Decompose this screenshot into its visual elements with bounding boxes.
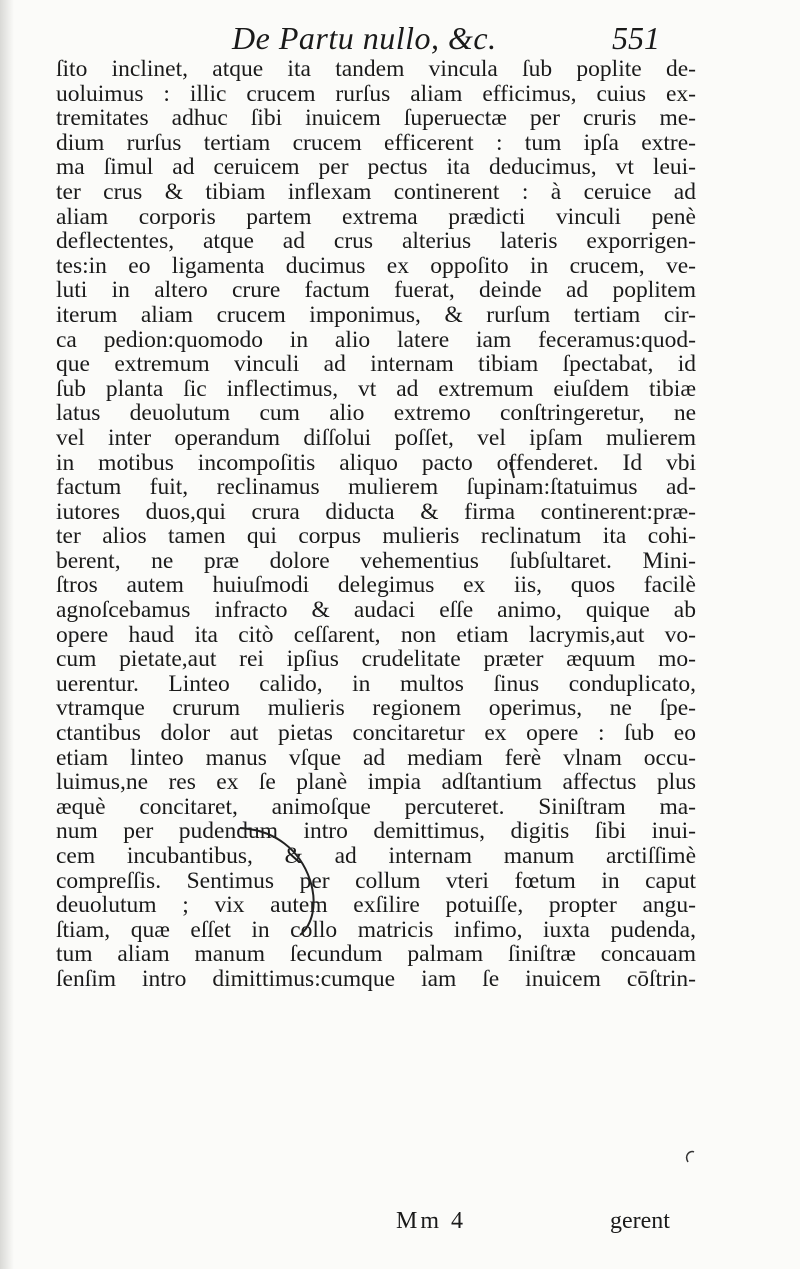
- text-line: iterum aliam crucem imponimus, & rurſum tertiam cir-: [56, 301, 696, 328]
- text-line: deflectentes, atque ad crus alterius lateris exporrigen-: [56, 228, 696, 255]
- text-line: ſtros autem huiuſmodi delegimus ex iis, quos facilè: [56, 572, 696, 599]
- text-line: tes:in eo ligamenta ducimus ex oppoſito in crucem, ve-: [56, 252, 696, 279]
- running-title: De Partu nullo, &c.: [232, 20, 497, 56]
- text-line: aliam corporis partem extrema prædicti vinculi penè: [56, 203, 696, 230]
- gutter-shadow: [0, 0, 14, 1269]
- text-line: que extremum vinculi ad internam tibiam ſpectabat, id: [56, 351, 696, 378]
- text-line: ter alios tamen qui corpus mulieris reclinatum ita cohi-: [56, 523, 696, 550]
- text-line: in motibus incompoſitis aliquo pacto offenderet. Id vbi: [56, 449, 696, 476]
- text-line: agnoſcebamus infracto & audaci eſſe animo, quique ab: [56, 597, 696, 624]
- text-line: uoluimus : illic crucem rurſus aliam efficimus, cuius ex-: [56, 80, 696, 107]
- text-line: tum aliam manum ſecundum palmam ſiniſtræ concauam: [56, 941, 696, 968]
- page-number: 551: [612, 20, 660, 56]
- text-line: ctantibus dolor aut pietas concitaretur ex opere : ſub eo: [56, 720, 696, 747]
- text-line: compreſſis. Sentimus per collum vteri fœtum in caput: [56, 867, 696, 894]
- text-line: ſtiam, quæ eſſet in collo matricis infimo, iuxta pudenda,: [56, 916, 696, 943]
- text-line: vtramque crurum mulieris regionem operimus, ne ſpe-: [56, 695, 696, 722]
- text-line: vel inter operandum diſſolui poſſet, vel ipſam mulierem: [56, 424, 696, 451]
- text-line: cum pietate,aut rei ipſius crudelitate præter æquum mo-: [56, 646, 696, 673]
- text-line: luti in altero crure factum fuerat, deinde ad poplitem: [56, 277, 696, 304]
- text-line: dium rurſus tertiam crucem efficerent : tum ipſa extre-: [56, 129, 696, 156]
- page-footer: [0, 1208, 800, 1248]
- text-line: deuolutum ; vix autem exſilire potuiſſe, propter angu-: [56, 892, 696, 919]
- text-line: æquè concitaret, animoſque percuteret. Siniſtram ma-: [56, 793, 696, 820]
- signature-mark: Mm 4: [396, 1208, 467, 1234]
- text-line: latus deuolutum cum alio extremo conſtringeretur, ne: [56, 400, 696, 427]
- text-line: iutores duos,qui crura diducta & firma continerent:præ-: [56, 498, 696, 525]
- pen-stroke: [687, 1152, 694, 1162]
- text-line: cem incubantibus, & ad internam manum arctiſſimè: [56, 843, 696, 869]
- text-line: uerentur. Linteo calido, in multos ſinus conduplicato,: [56, 670, 696, 697]
- text-line: luimus,ne res ex ſe planè impia adſtantium affectus plus: [56, 769, 696, 796]
- text-line: tremitates adhuc ſibi inuicem ſuperuectæ per cruris me-: [56, 105, 696, 132]
- text-line: ma ſimul ad ceruicem per pectus ita deducimus, vt leui-: [56, 154, 696, 181]
- text-line: etiam linteo manus vſque ad mediam ferè vlnam occu-: [56, 744, 696, 771]
- text-line: factum fuit, reclinamus mulierem ſupinam:ſtatuimus ad-: [56, 474, 696, 501]
- text-line: ſito inclinet, atque ita tandem vincula ſub poplite de-: [56, 56, 696, 82]
- catchword: gerent: [610, 1208, 670, 1234]
- text-line: opere haud ita citò ceſſarent, non etiam lacrymis,aut vo-: [56, 621, 696, 648]
- text-line: ca pedion:quomodo in alio latere iam feceramus:quod-: [56, 326, 696, 353]
- text-line: ſub planta ſic inflectimus, vt ad extremum eiuſdem tibiæ: [56, 375, 696, 402]
- text-line: berent, ne præ dolore vehementius ſubſultaret. Mini-: [56, 547, 696, 574]
- text-line: ter crus & tibiam inflexam continerent : à ceruice ad: [56, 178, 696, 205]
- body-text: [56, 57, 696, 992]
- text-line: ſenſim intro dimittimus:cumque iam ſe inuicem cōſtrin-: [56, 965, 696, 992]
- text-line: num per pudendum intro demittimus, digitis ſibi inui-: [56, 818, 696, 845]
